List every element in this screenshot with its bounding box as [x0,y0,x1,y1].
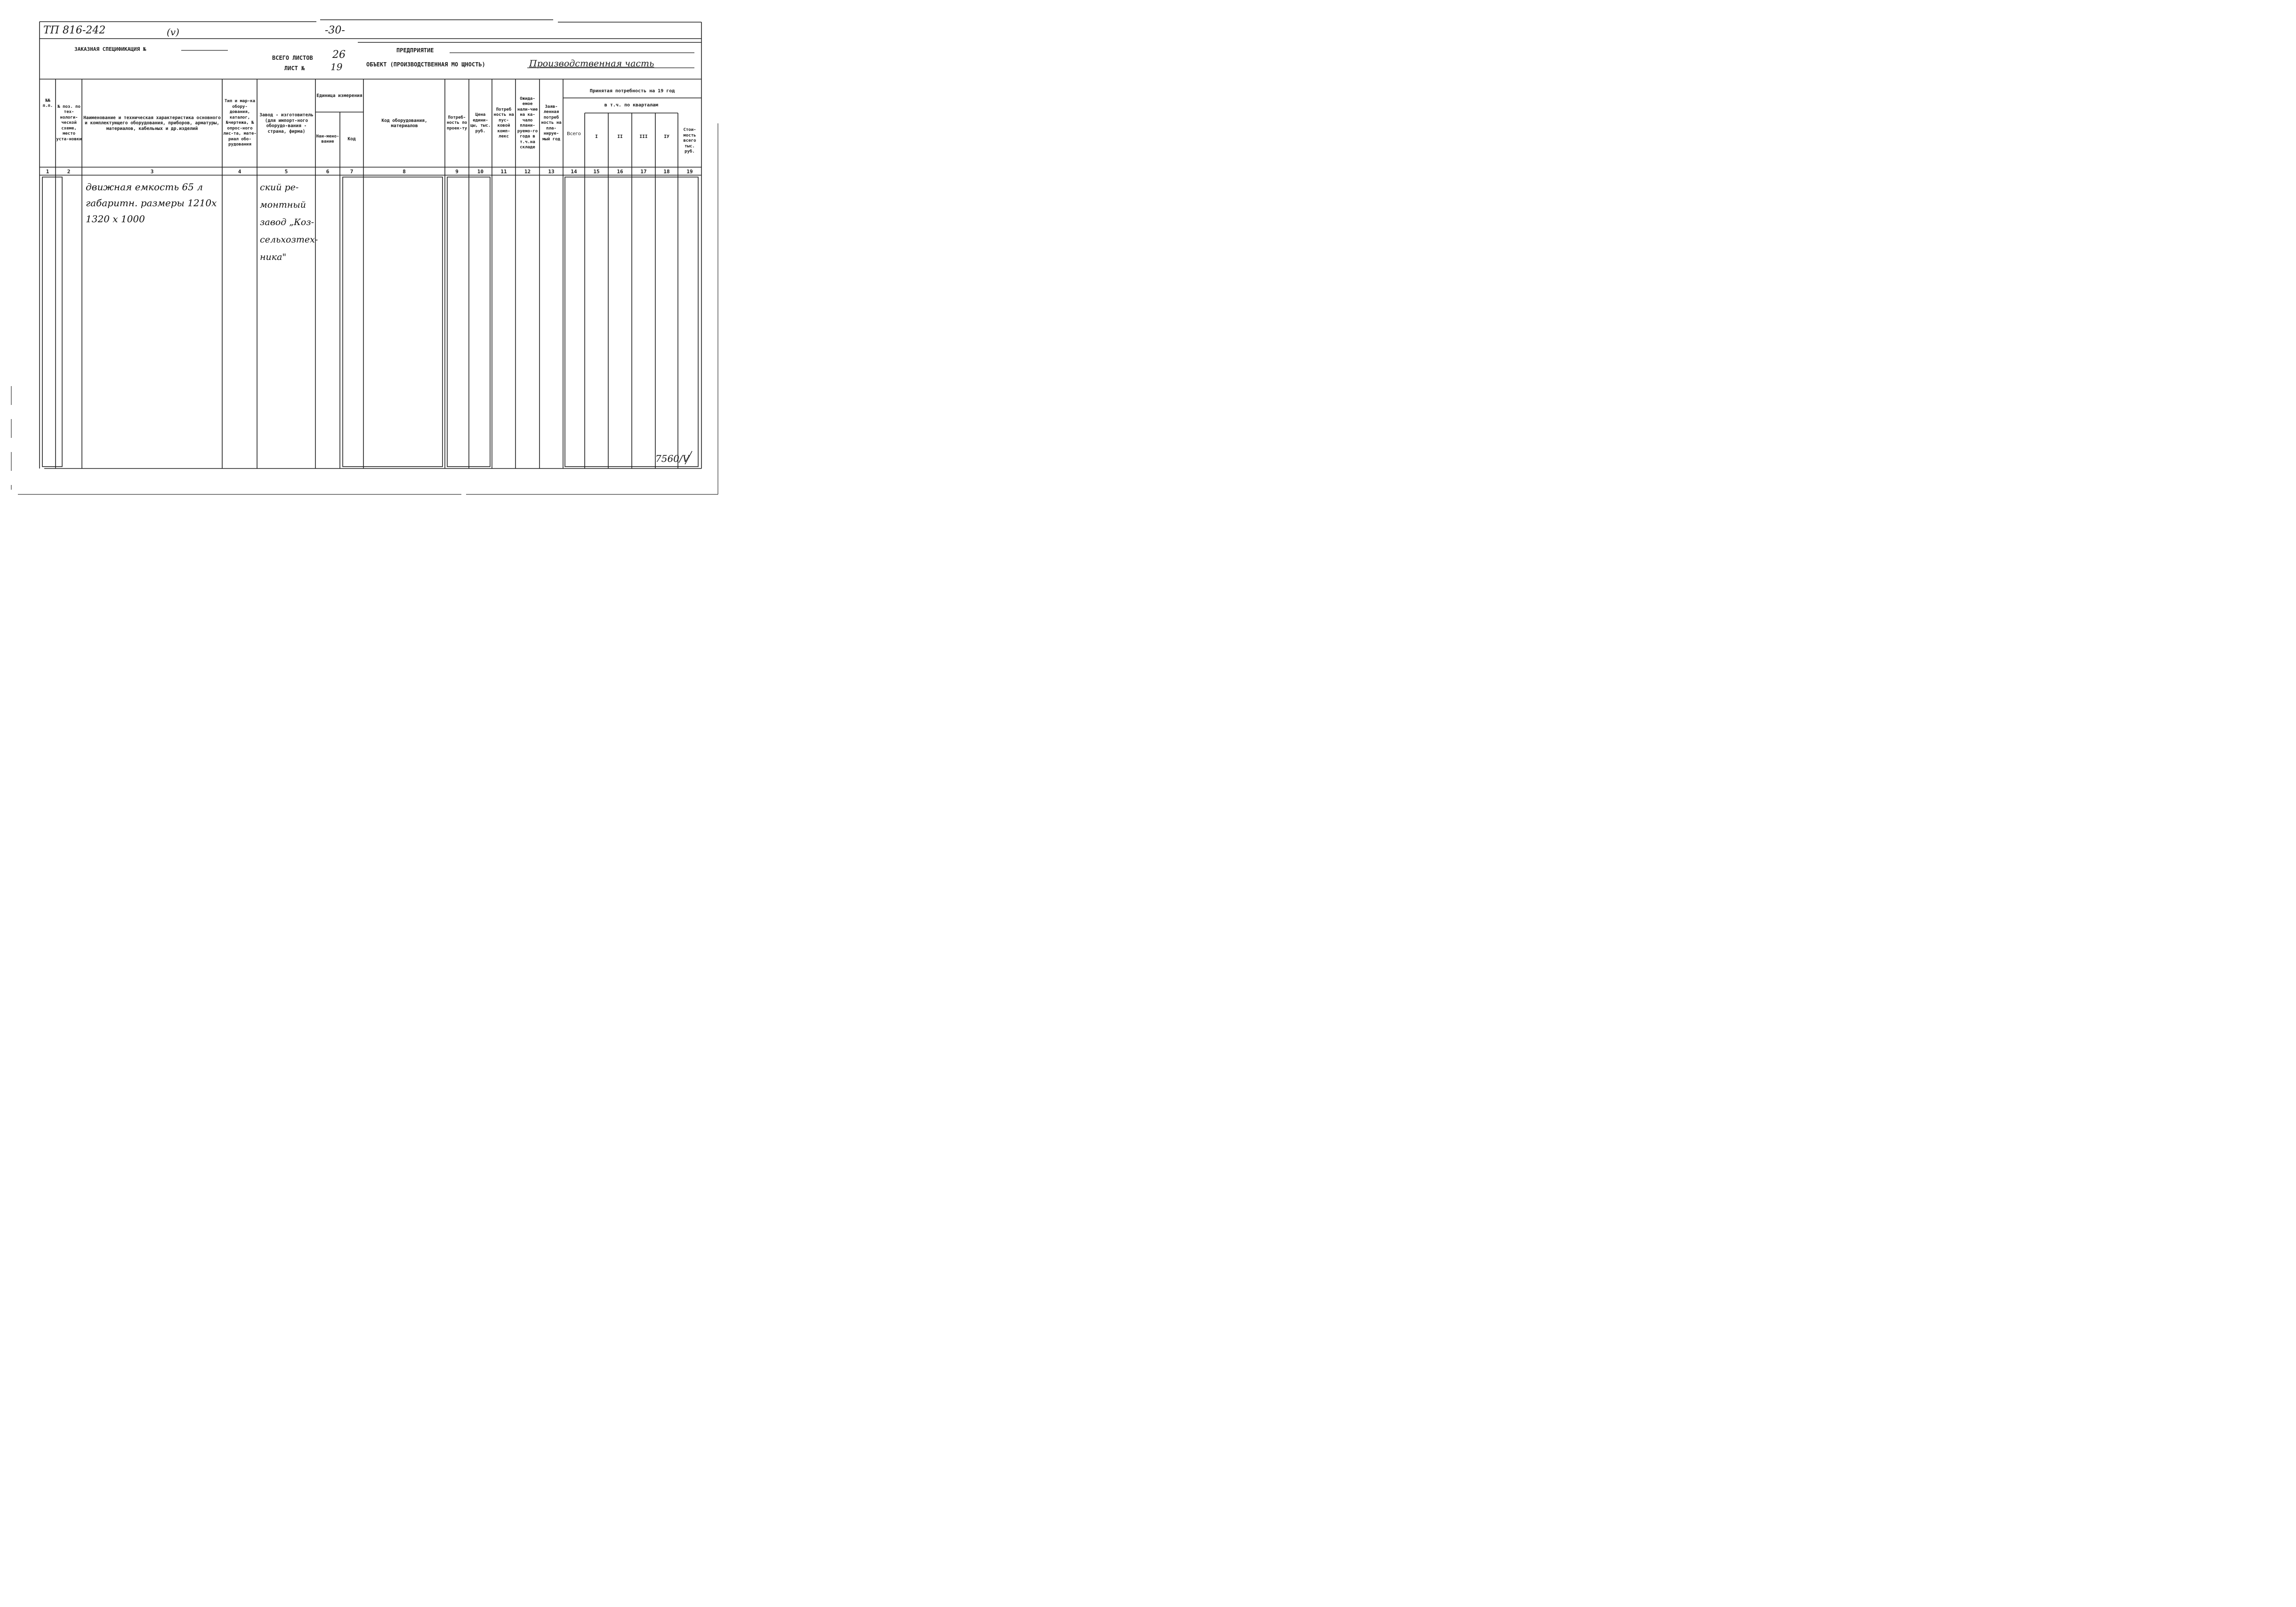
header-col-1: №№ п.п. [42,98,53,108]
stamp-number: 7560/V [655,453,690,464]
header-col-18: IУ [664,134,669,140]
object-label: ОБЪЕКТ (ПРОИЗВОДСТВЕННАЯ МО ЩНОСТЬ) [366,61,485,68]
column-number: 16 [617,169,623,175]
header-col-15: I [595,134,598,140]
header-col-8: Код оборудования, материалов [381,118,427,129]
header-quarter-group: в т.ч. по кварталам [604,103,659,108]
variant-mark: (v) [167,26,179,38]
column-number: 4 [238,169,242,175]
column-number: 18 [663,169,670,175]
column-number: 7 [350,169,354,175]
header-col-10: Цена едини-цы, тыс. руб. [470,113,491,134]
column-number: 19 [686,169,693,175]
header-col-7: Код [347,137,356,142]
header-col-19: Стои-мость всего тыс. руб. [683,128,696,154]
column-number: 13 [548,169,555,175]
column-number: 5 [284,169,288,175]
column-number: 10 [477,169,484,175]
header-col-11: Потреб ность на пус-ковой комп-лекс [493,107,514,139]
entry-manufacturer-text: ский ре- монтный завод „Коз- сельхозтех- ника" [260,182,318,262]
total-sheets-value: 26 [332,49,346,61]
column-number: 3 [150,169,154,175]
header-col-9: Потреб-ность по проек-ту [446,115,467,131]
doc-code: ТП 816-242 [43,24,106,36]
spec-label: ЗАКАЗНАЯ СПЕЦИФИКАЦИЯ № [74,46,146,52]
column-number: 14 [571,169,577,175]
header-col-5: Завод - изготовитель (для импорт-ного оборудо-вания - страна, фирма) [259,113,314,134]
header-accepted-group: Принятая потребность на 19 год [589,89,675,94]
column-number: 12 [524,169,531,175]
column-number: 9 [455,169,459,175]
header-col-17: III [639,134,648,140]
header-col-12: Ожида-емое нали-чие на ка-чало плани-руемо-го года в т.ч.на складе [517,96,538,150]
header-unit-group: Единица измерения [316,93,363,99]
column-number: 17 [640,169,647,175]
column-number: 15 [593,169,600,175]
column-number: 1 [46,169,49,175]
header-col-16: II [617,134,623,140]
header-col-3: Наименование и техническая характеристика основного и комплектующего оборудования, приборов, арматуры, материалов, кабельных и др.изделий [83,115,221,131]
page-number: -30- [325,24,345,36]
header-col-2: № поз. по тех-нологи-ческой схеме, место уста-новки [56,104,82,142]
column-number: 6 [326,169,330,175]
sheet-grid [0,0,734,514]
header-col-13: Заяв-ленная потреб ность на пла-нируе-мый год [541,104,562,142]
entry-name-text: движная емкость 65 л габаритн. размеры 1210х 1320 х 1000 [86,181,217,225]
sheet-value: 19 [330,61,343,73]
header-col-6: Наи-мено-вание [316,134,339,144]
sheet-label: ЛИСТ № [284,65,305,72]
column-number: 11 [500,169,507,175]
enterprise-label: ПРЕДПРИЯТИЕ [396,47,434,54]
header-col-4: Тип и мар-ка обору-дования, каталог, №чертежа, № опрос-ного лис-та, мате-риал обо-рудования [223,99,257,147]
header-col-14: Всего [567,131,581,137]
object-value: Производственная часть [529,58,654,69]
column-number: 8 [403,169,406,175]
total-sheets-label: ВСЕГО ЛИСТОВ [272,55,313,61]
column-number: 2 [67,169,71,175]
